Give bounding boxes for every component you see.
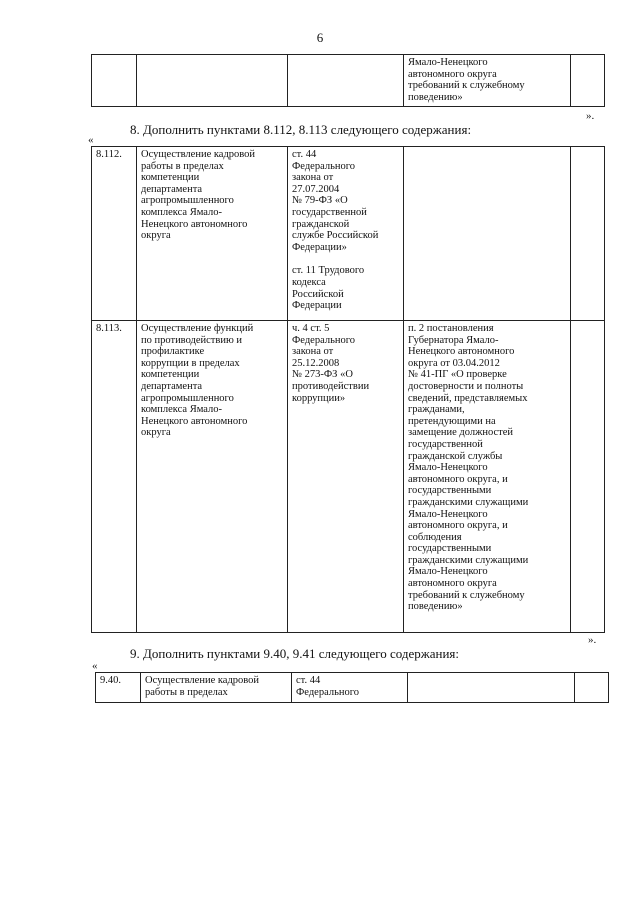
section-8-table (91, 146, 605, 633)
text-line: закона от (292, 172, 334, 184)
text-line: государственными (408, 543, 492, 555)
text-line: гражданскими служащими (408, 554, 529, 566)
text-line: требований к служебному (408, 589, 525, 601)
closing-quote: ». (588, 634, 597, 646)
text-line: Федерального (292, 334, 356, 346)
text-line: ст. 11 Трудового (292, 265, 365, 277)
section-heading-9: 9. Дополнить пунктами 9.40, 9.41 следующего содержания: (130, 646, 460, 661)
text-line: комплекса Ямало- (141, 404, 223, 416)
section-heading-8: 8. Дополнить пунктами 8.112, 8.113 следующего содержания: (130, 122, 472, 137)
text-line: Ямало-Ненецкого (408, 566, 488, 578)
table-row (96, 673, 609, 703)
table-row (92, 321, 605, 633)
text-line: Осуществление кадровой (145, 675, 260, 686)
text-line: службе Российской (292, 230, 379, 242)
opening-quote: « (92, 660, 98, 672)
text-line: Ямало-Ненецкого (408, 57, 488, 68)
table-row (92, 55, 605, 107)
text-line: автономного округа, и (408, 473, 508, 485)
text-line: Федерации» (292, 241, 347, 253)
spacer (292, 253, 399, 265)
regulation-cell (404, 55, 571, 107)
number-cell: 8.112. (92, 147, 137, 321)
law-cell (288, 147, 404, 321)
closing-quote: ». (586, 110, 595, 122)
text-line: требований к служебному (408, 80, 525, 92)
text-line: работы в пределах (141, 160, 224, 172)
continuation-table (91, 54, 605, 107)
text-line: компетенции (141, 172, 200, 184)
text-line: Российской (292, 288, 344, 300)
text-line: Ненецкого автономного (141, 218, 248, 230)
text-line: округа (141, 230, 171, 242)
text-line: ч. 4 ст. 5 (292, 323, 330, 334)
text-line: Ненецкого автономного (141, 415, 248, 427)
text-line: профилактике (141, 346, 205, 358)
regulation-cell (404, 321, 571, 633)
text-line: департамента (141, 183, 203, 195)
extra-cell (571, 321, 605, 633)
text-line: автономного округа (408, 578, 497, 590)
text-line: компетенции (141, 369, 200, 381)
text-line: Ненецкого автономного (408, 346, 515, 358)
number-cell: 9.40. (96, 673, 141, 703)
text-line: достоверности и полноты (408, 380, 524, 392)
text-line: № 273-ФЗ «О (292, 369, 353, 381)
text-line: гражданской службы (408, 450, 503, 462)
description-cell (137, 55, 288, 107)
text-line: государственной (408, 438, 483, 450)
text-line: 27.07.2004 (292, 183, 340, 195)
regulation-cell (408, 673, 575, 703)
text-line: соблюдения (408, 531, 462, 543)
text-line: Федерации (292, 300, 342, 312)
text-line: округа от 03.04.2012 (408, 357, 500, 369)
description-cell (141, 673, 292, 703)
law-cell (288, 321, 404, 633)
text-line: гражданской (292, 218, 350, 230)
regulation-cell (404, 147, 571, 321)
extra-cell (571, 55, 605, 107)
description-cell (137, 321, 288, 633)
text-line: Ямало-Ненецкого (408, 462, 488, 474)
extra-cell (575, 673, 609, 703)
text-line: ст. 44 (292, 149, 317, 160)
text-line: противодействии (292, 380, 370, 392)
section-9-table (95, 672, 609, 703)
text-line: кодекса (292, 276, 326, 288)
text-line: округа (141, 427, 171, 439)
text-line: по противодействию и (141, 334, 243, 346)
table-row (92, 147, 605, 321)
text-line: департамента (141, 380, 203, 392)
text-line: коррупции в пределах (141, 357, 240, 369)
opening-quote: « (88, 134, 94, 146)
text-line: закона от (292, 346, 334, 358)
text-line: сведений, представляемых (408, 392, 528, 404)
text-line: Федерального (292, 160, 356, 172)
text-line: поведению» (408, 91, 463, 103)
text-line: гражданскими служащими (408, 496, 529, 508)
text-line: агропромышленного (141, 392, 234, 404)
text-line: претендующими на (408, 415, 496, 427)
text-line: Ямало-Ненецкого (408, 508, 488, 520)
text-line: государственной (292, 206, 367, 218)
text-line: комплекса Ямало- (141, 206, 223, 218)
text-line: Губернатора Ямало- (408, 334, 499, 346)
text-line: поведению» (408, 601, 463, 613)
text-line: гражданами, (408, 404, 465, 416)
text-line: замещение должностей (408, 427, 513, 439)
number-cell: 8.113. (92, 321, 137, 633)
text-line: № 41-ПГ «О проверке (408, 369, 507, 381)
text-line: Федерального (296, 686, 360, 698)
text-line: автономного округа, и (408, 520, 508, 532)
text-line: работы в пределах (145, 686, 228, 698)
description-cell (137, 147, 288, 321)
text-line: Осуществление функций (141, 323, 254, 334)
text-line: 25.12.2008 (292, 357, 340, 369)
text-line: агропромышленного (141, 195, 234, 207)
text-line: автономного округа (408, 68, 497, 80)
text-line: коррупции» (292, 392, 346, 404)
text-line: Осуществление кадровой (141, 149, 256, 160)
text-line: государственными (408, 485, 492, 497)
extra-cell (571, 147, 605, 321)
text-line: п. 2 постановления (408, 323, 494, 334)
law-cell (292, 673, 408, 703)
law-cell (288, 55, 404, 107)
number-cell (92, 55, 137, 107)
page-number: 6 (316, 30, 324, 45)
text-line: ст. 44 (296, 675, 321, 686)
text-line: № 79-ФЗ «О (292, 195, 348, 207)
